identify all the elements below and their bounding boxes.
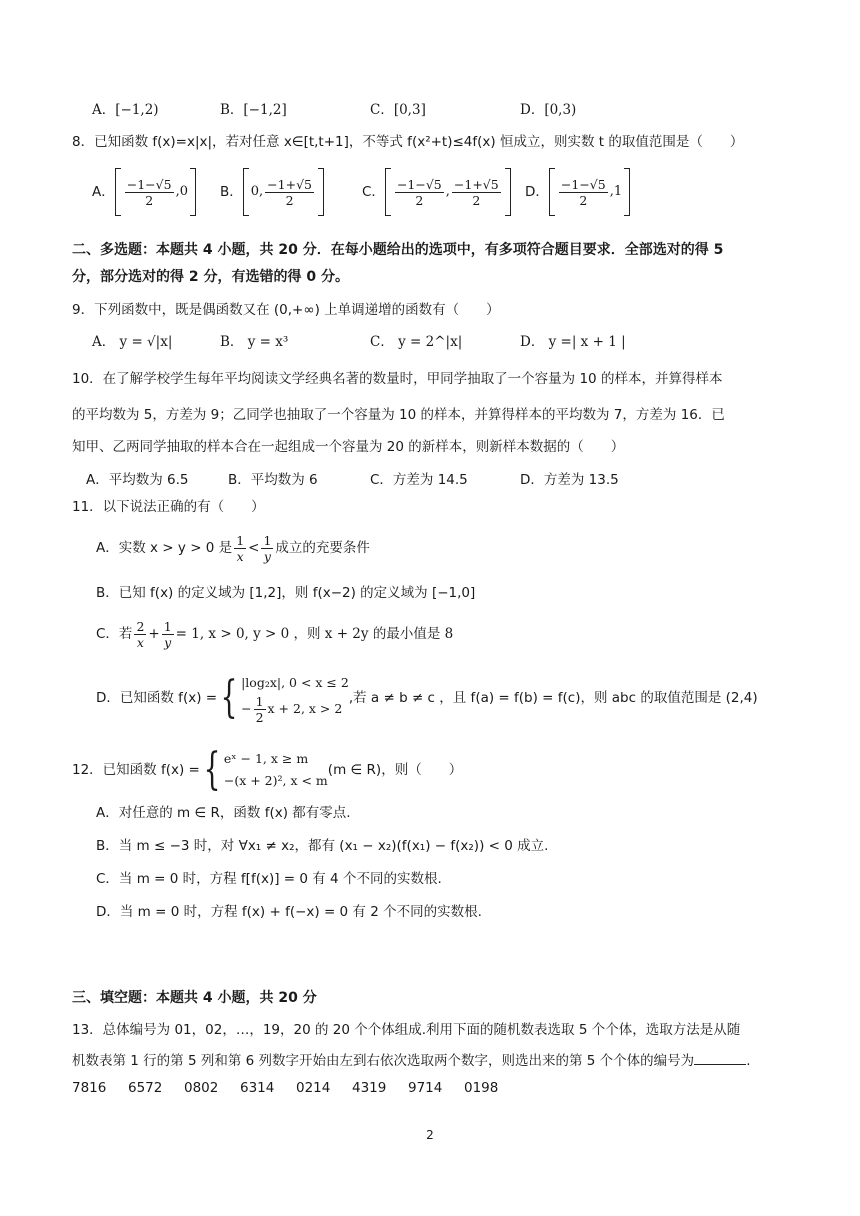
q10-option-c: C．方差为 14.5 [370,472,468,488]
section3-heading: 三、填空题：本题共 4 小题，共 20 分 [72,990,317,1006]
q13-line2: 机数表第 1 行的第 5 列和第 6 列数字开始由左到右依次选取两个数字，则选出来的第 5 个个体的编号为 . [72,1050,750,1071]
random-number: 7816 [72,1080,107,1096]
q11-option-a: A．实数 x > y > 0 是 $\frac{1}{x}$ < $\frac{1}{y}$ 成立的充要条件 [96,532,370,564]
q8-option-a: A． $\frac{-1-√5}{2}$ ,0 [92,168,196,216]
random-number: 0198 [464,1080,499,1096]
q11-option-b: B．已知 f(x) 的定义域为 [1,2]，则 f(x−2) 的定义域为 [−1,0] [96,585,476,601]
left-brace-icon: { [203,744,221,795]
random-number: 6572 [128,1080,163,1096]
q12-option-a: A．对任意的 m ∈ R，函数 f(x) 都有零点. [96,805,351,821]
q11-option-c: C．若 $\frac{2}{x}$ + $\frac{1}{y}$ = 1, x > 0, y > 0 ，则 x + 2y 的最小值是 8 [96,618,454,650]
q12-option-d: D．当 m = 0 时，方程 f(x) + f(−x) = 0 有 2 个不同的实数根. [96,904,482,920]
q8-stem: 8．已知函数 f(x)=x|x|，若对任意 x∈[t,t+1]，不等式 f(x²+t)≤4f(x) 恒成立，则实数 t 的取值范围是（ ） [72,134,744,150]
q12-option-c: C．当 m = 0 时，方程 f[f(x)] = 0 有 4 个不同的实数根. [96,871,442,887]
q10-line3: 知甲、乙两同学抽取的样本合在一起组成一个容量为 20 的新样本，则新样本数据的（ ） [72,439,625,455]
q10-option-a: A．平均数为 6.5 [86,472,189,488]
q11-stem: 11．以下说法正确的有（ ） [72,499,265,515]
q9-option-a: A． y = √|x| [92,334,173,350]
q11-option-d: D．已知函数 f(x) = { |log₂x|, 0 < x ≤ 2 − $\frac{1}{2}$ x + 2, x > 2 ,若 a ≠ b ≠ c ，且 f(a) = f(b) = f(c)，则 abc 的取值范围是 (2,4) [96,672,758,725]
q8-option-b: B． 0, $\frac{-1+√5}{2}$ [220,168,324,216]
random-number: 9714 [408,1080,443,1096]
random-number: 6314 [240,1080,275,1096]
q10-line2: 的平均数为 5，方差为 9；乙同学也抽取了一个容量为 10 的样本，并算得样本的平均数为 7，方差为 16．已 [72,407,725,423]
q9-option-c: C． y = 2^|x| [370,334,463,350]
q8-option-d: D． $\frac{-1-√5}{2}$ ,1 [525,168,630,216]
q10-option-b: B．平均数为 6 [228,472,318,488]
section2-heading-line1: 二、多选题：本题共 4 小题，共 20 分．在每小题给出的选项中，有多项符合题目要求．全部选对的得 5 [72,242,724,258]
q10-line1: 10．在了解学校学生每年平均阅读文学经典名著的数量时，甲同学抽取了一个容量为 10 的样本，并算得样本 [72,371,723,387]
random-number: 0214 [296,1080,331,1096]
q7-option-d: D．[0,3) [520,102,577,118]
q7-option-c: C．[0,3] [370,102,426,118]
section2-heading-line2: 分，部分选对的得 2 分，有选错的得 0 分。 [72,269,349,285]
q10-option-d: D．方差为 13.5 [520,472,619,488]
q13-line1: 13．总体编号为 01，02，…，19，20 的 20 个个体组成.利用下面的随机数表选取 5 个个体，选取方法是从随 [72,1022,741,1038]
q12-stem: 12．已知函数 f(x) = { eˣ − 1, x ≥ m −(x + 2)², x < m (m ∈ R)，则（ ） [72,744,463,795]
q9-option-d: D． y =| x + 1 | [520,334,626,350]
page-number: 2 [426,1128,434,1142]
answer-blank [694,1050,746,1065]
q12-option-b: B．当 m ≤ −3 时，对 ∀x₁ ≠ x₂，都有 (x₁ − x₂)(f(x₁) − f(x₂)) < 0 成立. [96,838,549,854]
random-number: 4319 [352,1080,387,1096]
q7-option-b: B．[−1,2] [220,102,287,118]
random-number: 0802 [184,1080,219,1096]
q7-option-a: A．[−1,2) [92,102,159,118]
q9-option-b: B． y = x³ [220,334,289,350]
random-number-table [72,1078,520,1098]
left-brace-icon: { [220,672,238,723]
q8-option-c: C． $\frac{-1-√5}{2}$ , $\frac{-1+√5}{2}$ [362,168,511,216]
q9-stem: 9．下列函数中，既是偶函数又在 (0,+∞) 上单调递增的函数有（ ） [72,302,500,318]
